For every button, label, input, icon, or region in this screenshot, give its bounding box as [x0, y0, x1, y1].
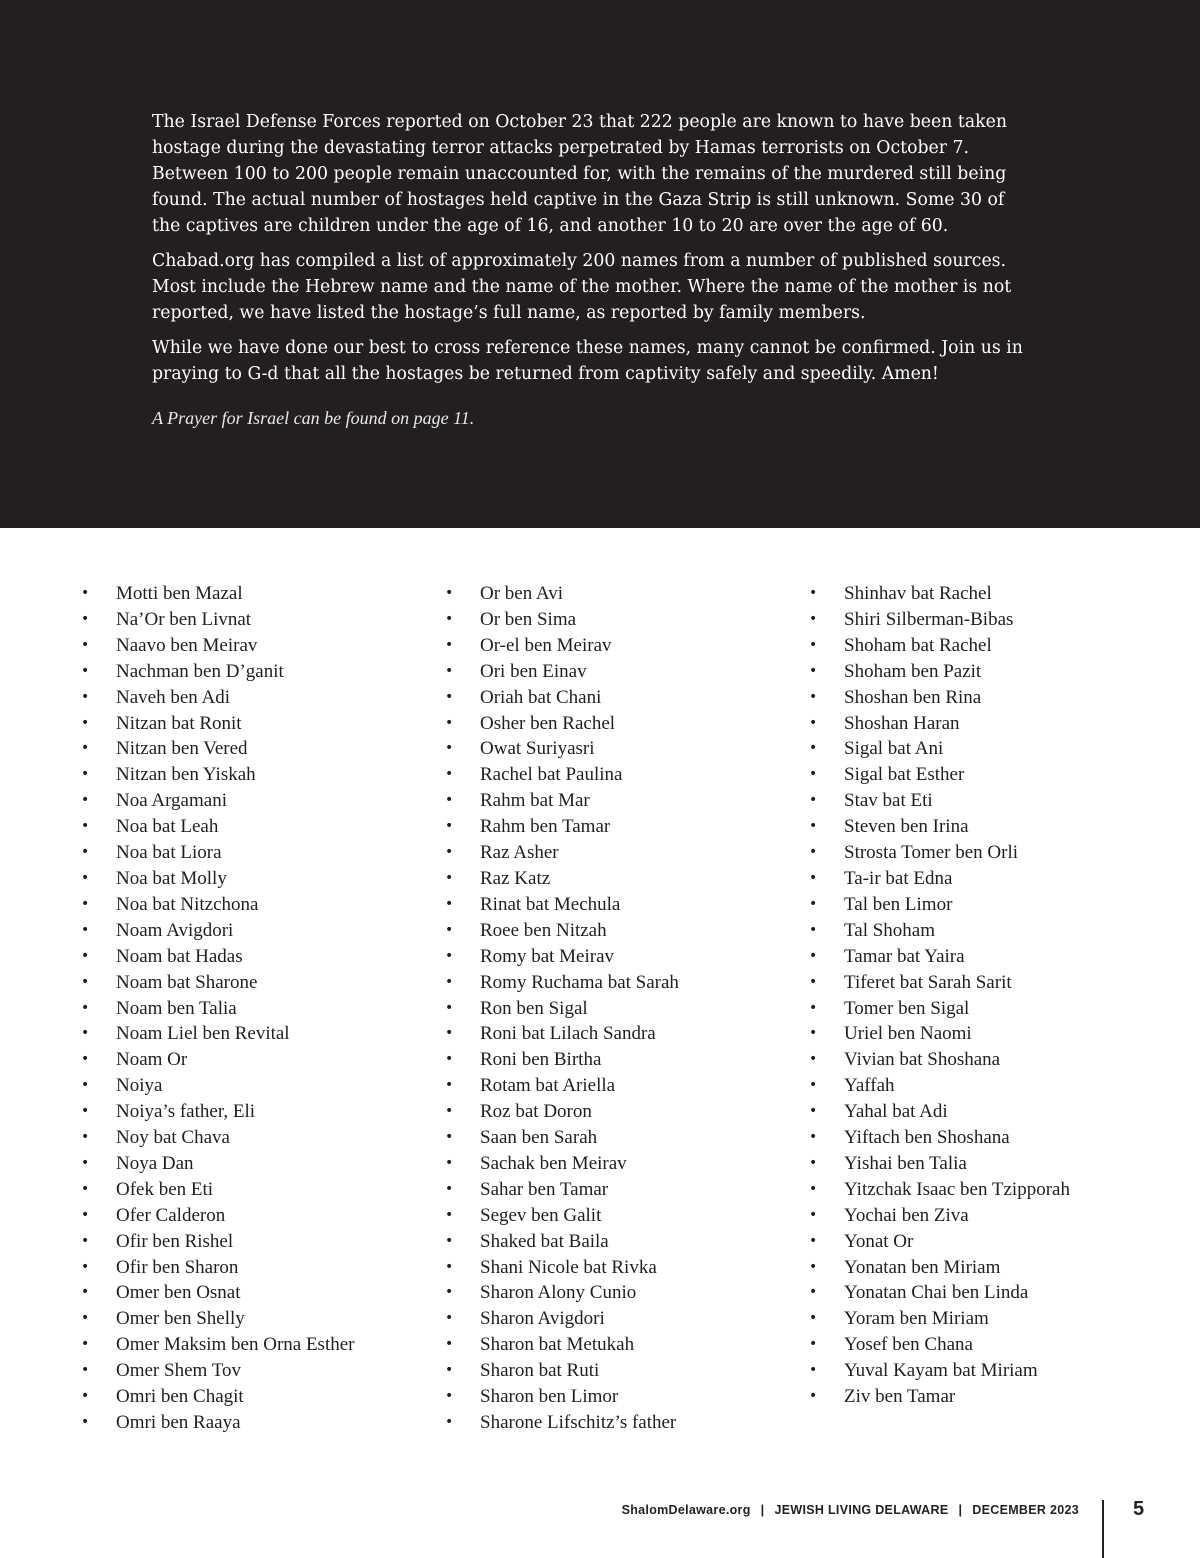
list-item: • Saan ben Sarah [445, 1125, 679, 1151]
list-item: • Noam Or [81, 1047, 355, 1073]
list-item: • Strosta Tomer ben Orli [809, 840, 1070, 866]
intro-text [152, 109, 1032, 440]
list-item: • Noy bat Chava [81, 1125, 355, 1151]
list-item: • Yosef ben Chana [809, 1332, 1070, 1358]
list-item: • Naavo ben Meirav [81, 633, 355, 659]
list-item: • Noam ben Talia [81, 996, 355, 1022]
list-item: • Yuval Kayam bat Miriam [809, 1358, 1070, 1384]
list-item: • Yochai ben Ziva [809, 1203, 1070, 1229]
list-item: • Yonat Or [809, 1229, 1070, 1255]
list-item: • Ofir ben Sharon [81, 1255, 355, 1281]
list-item: • Rotam bat Ariella [445, 1073, 679, 1099]
list-item: • Owat Suriyasri [445, 736, 679, 762]
list-item: • Motti ben Mazal [81, 581, 355, 607]
list-item: • Uriel ben Naomi [809, 1021, 1070, 1047]
list-item: • Roz bat Doron [445, 1099, 679, 1125]
list-item: • Sachak ben Meirav [445, 1151, 679, 1177]
list-item: • Noya Dan [81, 1151, 355, 1177]
list-item: • Omri ben Raaya [81, 1410, 355, 1436]
list-item: • Romy bat Meirav [445, 944, 679, 970]
list-item: • Yiftach ben Shoshana [809, 1125, 1070, 1151]
list-item: • Rinat bat Mechula [445, 892, 679, 918]
list-item: • Ori ben Einav [445, 659, 679, 685]
list-item: • Shoham bat Rachel [809, 633, 1070, 659]
list-item: • Nitzan ben Vered [81, 736, 355, 762]
intro-paragraph-1: The Israel Defense Forces reported on October 23 that 222 people are known to have been taken hostage during the devastating terror attacks perpetrated by Hamas terrorists on October 7. Between 100 to 200 people remain unaccounted for, with the remains of the murdered still being found. The actual number of hostages held captive in the Gaza Strip is still unknown. Some 30 of the captives are children under the age of 16, and another 10 to 20 are over the age of 60. [152, 112, 1007, 236]
list-item: • Roni ben Birtha [445, 1047, 679, 1073]
list-item: • Vivian bat Shoshana [809, 1047, 1070, 1073]
list-item: • Noam bat Hadas [81, 944, 355, 970]
list-item: • Rachel bat Paulina [445, 762, 679, 788]
list-item: • Yishai ben Talia [809, 1151, 1070, 1177]
list-item: • Ron ben Sigal [445, 996, 679, 1022]
list-item: • Osher ben Rachel [445, 711, 679, 737]
list-item: • Tiferet bat Sarah Sarit [809, 970, 1070, 996]
list-item: • Yoram ben Miriam [809, 1306, 1070, 1332]
list-item: • Na’Or ben Livnat [81, 607, 355, 633]
list-item: • Omer ben Shelly [81, 1306, 355, 1332]
footer-divider [1102, 1500, 1104, 1558]
list-item: • Raz Asher [445, 840, 679, 866]
list-item: • Yitzchak Isaac ben Tzipporah [809, 1177, 1070, 1203]
list-item: • Tamar bat Yaira [809, 944, 1070, 970]
list-item: • Shoshan Haran [809, 711, 1070, 737]
list-item: • Naveh ben Adi [81, 685, 355, 711]
list-item: • Yonatan ben Miriam [809, 1255, 1070, 1281]
list-item: • Ofek ben Eti [81, 1177, 355, 1203]
list-item: • Omri ben Chagit [81, 1384, 355, 1410]
list-item: • Sharon bat Metukah [445, 1332, 679, 1358]
list-item: • Or-el ben Meirav [445, 633, 679, 659]
list-item: • Noa bat Leah [81, 814, 355, 840]
list-item: • Sharone Lifschitz’s father [445, 1410, 679, 1436]
footer-separator: | [958, 1503, 963, 1517]
list-item: • Sharon Alony Cunio [445, 1280, 679, 1306]
footer-site: ShalomDelaware.org [621, 1503, 751, 1517]
list-item: • Yaffah [809, 1073, 1070, 1099]
list-item: • Tal ben Limor [809, 892, 1070, 918]
list-item: • Steven ben Irina [809, 814, 1070, 840]
list-item: • Roee ben Nitzah [445, 918, 679, 944]
list-item: • Shoham ben Pazit [809, 659, 1070, 685]
list-item: • Or ben Avi [445, 581, 679, 607]
names-column-1 [81, 581, 355, 1436]
list-item: • Shani Nicole bat Rivka [445, 1255, 679, 1281]
list-item: • Noam Avigdori [81, 918, 355, 944]
list-item: • Sigal bat Esther [809, 762, 1070, 788]
list-item: • Nitzan bat Ronit [81, 711, 355, 737]
list-item: • Noa Argamani [81, 788, 355, 814]
list-item: • Ofir ben Rishel [81, 1229, 355, 1255]
page-number: 5 [1133, 1498, 1145, 1520]
list-item: • Sigal bat Ani [809, 736, 1070, 762]
list-item: • Tal Shoham [809, 918, 1070, 944]
list-item: • Tomer ben Sigal [809, 996, 1070, 1022]
list-item: • Shaked bat Baila [445, 1229, 679, 1255]
list-item: • Omer ben Osnat [81, 1280, 355, 1306]
list-item: • Ziv ben Tamar [809, 1384, 1070, 1410]
intro-paragraph-3: While we have done our best to cross reference these names, many cannot be confirmed. Join us in praying to G-d that all the hostages be returned from captivity safely and speedily. Amen! [152, 338, 1023, 384]
list-item: • Sharon bat Ruti [445, 1358, 679, 1384]
intro-paragraph-2: Chabad.org has compiled a list of approximately 200 names from a number of published sources. Most include the Hebrew name and the name of the mother. Where the name of the mother is not reported, we have listed the hostage’s full name, as reported by family members. [152, 251, 1012, 323]
list-item: • Nitzan ben Yiskah [81, 762, 355, 788]
list-item: • Segev ben Galit [445, 1203, 679, 1229]
list-item: • Noa bat Liora [81, 840, 355, 866]
list-item: • Rahm bat Mar [445, 788, 679, 814]
names-column-3 [809, 581, 1070, 1410]
list-item: • Oriah bat Chani [445, 685, 679, 711]
list-item: • Roni bat Lilach Sandra [445, 1021, 679, 1047]
footer-publication: JEWISH LIVING DELAWARE [774, 1503, 949, 1517]
list-item: • Nachman ben D’ganit [81, 659, 355, 685]
list-item: • Yonatan Chai ben Linda [809, 1280, 1070, 1306]
list-item: • Noa bat Nitzchona [81, 892, 355, 918]
list-item: • Ta-ir bat Edna [809, 866, 1070, 892]
list-item: • Shinhav bat Rachel [809, 581, 1070, 607]
prayer-note: A Prayer for Israel can be found on page 11. [152, 408, 475, 428]
list-item: • Rahm ben Tamar [445, 814, 679, 840]
footer-credits [622, 1503, 1079, 1517]
list-item: • Shiri Silberman-Bibas [809, 607, 1070, 633]
list-item: • Noiya [81, 1073, 355, 1099]
footer-issue: DECEMBER 2023 [972, 1503, 1079, 1517]
list-item: • Noam Liel ben Revital [81, 1021, 355, 1047]
list-item: • Yahal bat Adi [809, 1099, 1070, 1125]
footer-separator: | [760, 1503, 765, 1517]
list-item: • Noiya’s father, Eli [81, 1099, 355, 1125]
list-item: • Noam bat Sharone [81, 970, 355, 996]
list-item: • Ofer Calderon [81, 1203, 355, 1229]
list-item: • Raz Katz [445, 866, 679, 892]
list-item: • Sharon ben Limor [445, 1384, 679, 1410]
list-item: • Omer Shem Tov [81, 1358, 355, 1384]
list-item: • Noa bat Molly [81, 866, 355, 892]
list-item: • Shoshan ben Rina [809, 685, 1070, 711]
list-item: • Sharon Avigdori [445, 1306, 679, 1332]
list-item: • Sahar ben Tamar [445, 1177, 679, 1203]
list-item: • Omer Maksim ben Orna Esther [81, 1332, 355, 1358]
list-item: • Stav bat Eti [809, 788, 1070, 814]
list-item: • Or ben Sima [445, 607, 679, 633]
list-item: • Romy Ruchama bat Sarah [445, 970, 679, 996]
names-column-2 [445, 581, 679, 1436]
